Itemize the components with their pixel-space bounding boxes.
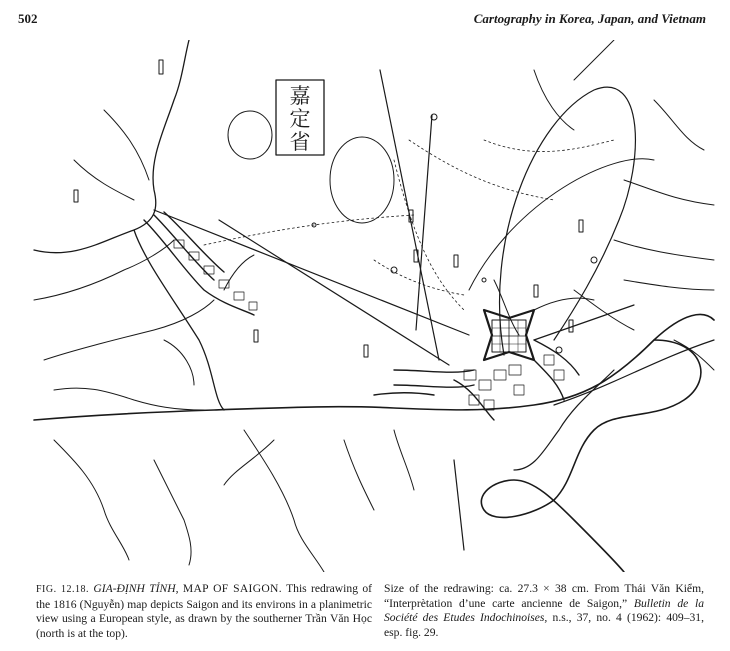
western-tributaries (34, 110, 254, 565)
figure-caption-right (384, 582, 704, 640)
caption-citation: n.s., 37, no. 4 (1962): 409–31, esp. fig. 29. (384, 611, 705, 639)
seal-char: 省 (289, 130, 311, 154)
citadel (484, 310, 534, 360)
seal-char: 定 (289, 107, 311, 131)
north-west-river (34, 40, 189, 253)
figure-title-caps: MAP OF SAIGON. (182, 582, 282, 595)
southern-tributaries (224, 430, 414, 572)
seal-char: 嘉 (289, 84, 311, 108)
straight-roads (154, 70, 634, 550)
western-canal (134, 230, 224, 410)
dotted-paths (204, 140, 614, 310)
page-number: 502 (18, 11, 38, 26)
pond-oval (330, 137, 394, 223)
figure-title-italic: GIA-ĐỊNH TỈNH, (93, 582, 179, 595)
saigon-river (34, 315, 714, 420)
pond-oval (228, 111, 272, 159)
running-head: Cartography in Korea, Japan, and Vietnam (473, 11, 706, 26)
caption-source: Size of the redrawing: ca. 27.3 × 38 cm. From Thái Văn Kiểm, “Interprètation d’une carte ancienne de Saigon,” (384, 582, 704, 610)
figure-label: FIG. 12.18. (36, 584, 90, 595)
settlement-blocks (174, 240, 564, 410)
caption-journal: Bulletin de la Société des Etudes Indochinoises, (384, 596, 704, 625)
caption-body: This redrawing of the 1816 (Nguyễn) map depicts Saigon and its environs in a planimetric view using a European style, as drawn by the southerner Trần Văn Học (north is at the top). (36, 582, 372, 640)
figure-caption-left (36, 582, 372, 641)
saigon-map-figure (14, 40, 716, 572)
river-bend (514, 370, 614, 470)
map-illustration (14, 40, 716, 572)
map-markers (74, 60, 597, 357)
north-east-road (469, 159, 654, 290)
